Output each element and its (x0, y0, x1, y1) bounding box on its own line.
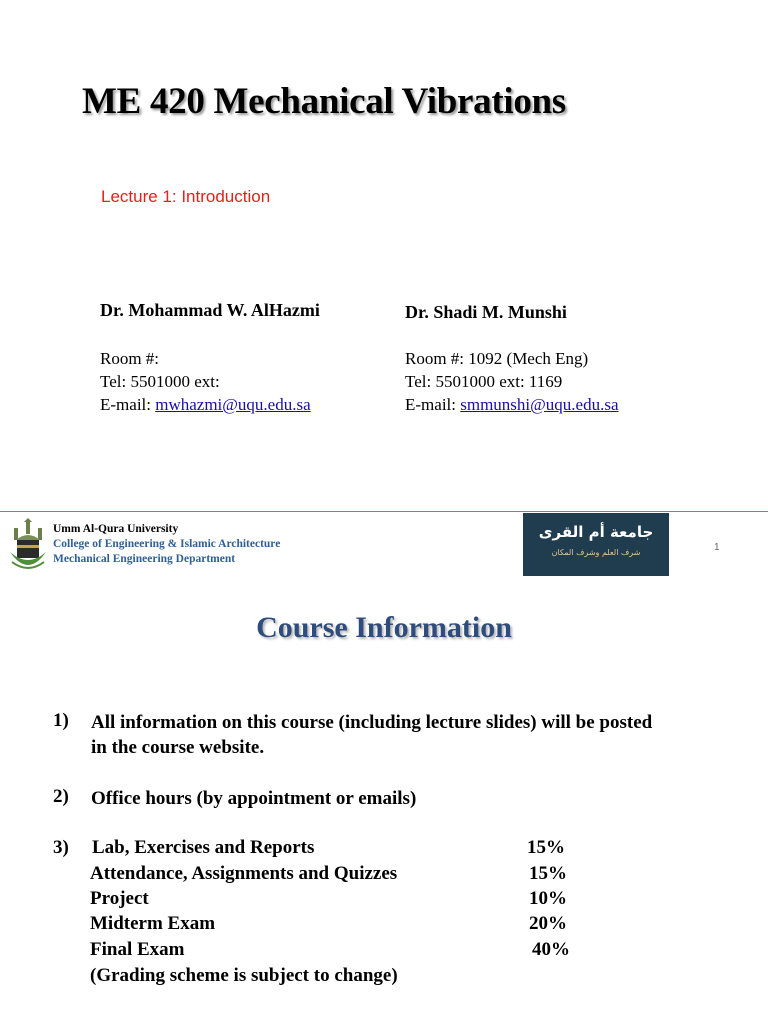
grade-label-project: Project (90, 888, 149, 909)
arabic-motto: شرف العلم وشرف المكان (551, 548, 641, 557)
grade-label-lab: Lab, Exercises and Reports (92, 837, 315, 858)
arabic-university-name: جامعة أم القرى (538, 523, 654, 541)
grading-note: (Grading scheme is subject to change) (90, 965, 398, 986)
item-1-line-1: All information on this course (including lecture slides) will be posted (91, 712, 653, 733)
instructor-1-email-row (100, 393, 311, 416)
instructor-2-details (405, 347, 619, 416)
item-3-number: 3) (53, 837, 69, 858)
instructor-2-email-link[interactable]: smmunshi@uqu.edu.sa (460, 395, 619, 414)
instructor-1-details (100, 347, 311, 416)
instructor-2-room: Room #: 1092 (Mech Eng) (405, 349, 589, 368)
instructor-1-tel: Tel: 5501000 ext: (100, 372, 220, 391)
item-1-line-2: in the course website. (91, 737, 265, 758)
grade-label-attendance: Attendance, Assignments and Quizzes (90, 863, 398, 884)
lecture-title: ME 420 Mechanical Vibrations (82, 81, 566, 122)
footer-department: Mechanical Engineering Department (53, 553, 236, 565)
lecture-subtitle: Lecture 1: Introduction (101, 187, 271, 206)
instructor-2-name: Dr. Shadi M. Munshi (405, 302, 567, 322)
email-label: E-mail: (405, 395, 461, 414)
item-2-text: Office hours (by appointment or emails) (91, 788, 417, 809)
item-1-text (91, 710, 652, 760)
instructor-2-tel: Tel: 5501000 ext: 1169 (405, 372, 563, 391)
instructor-1-room: Room #: (100, 349, 160, 368)
instructor-1-email-link[interactable]: mwhazmi@uqu.edu.sa (155, 395, 311, 414)
grade-value-project: 10% (529, 888, 567, 909)
instructor-2-email-row (405, 393, 619, 416)
item-2-number: 2) (53, 786, 69, 807)
page-number: 1 (714, 542, 720, 553)
item-1-number: 1) (53, 710, 69, 731)
grade-value-final: 40% (532, 939, 570, 960)
university-logo-icon (8, 518, 48, 574)
grade-label-midterm: Midterm Exam (90, 913, 216, 934)
instructor-1-name: Dr. Mohammad W. AlHazmi (100, 300, 320, 320)
grade-value-attendance: 15% (529, 863, 567, 884)
grade-value-midterm: 20% (529, 913, 567, 934)
email-label: E-mail: (100, 395, 156, 414)
slide-divider (0, 511, 768, 512)
grade-label-final: Final Exam (90, 939, 185, 960)
grade-value-lab: 15% (527, 837, 565, 858)
arabic-university-banner (523, 513, 669, 576)
footer-college: College of Engineering & Islamic Architecture (53, 538, 281, 550)
footer-university: Umm Al-Qura University (53, 523, 179, 535)
course-info-title: Course Information (256, 611, 512, 644)
